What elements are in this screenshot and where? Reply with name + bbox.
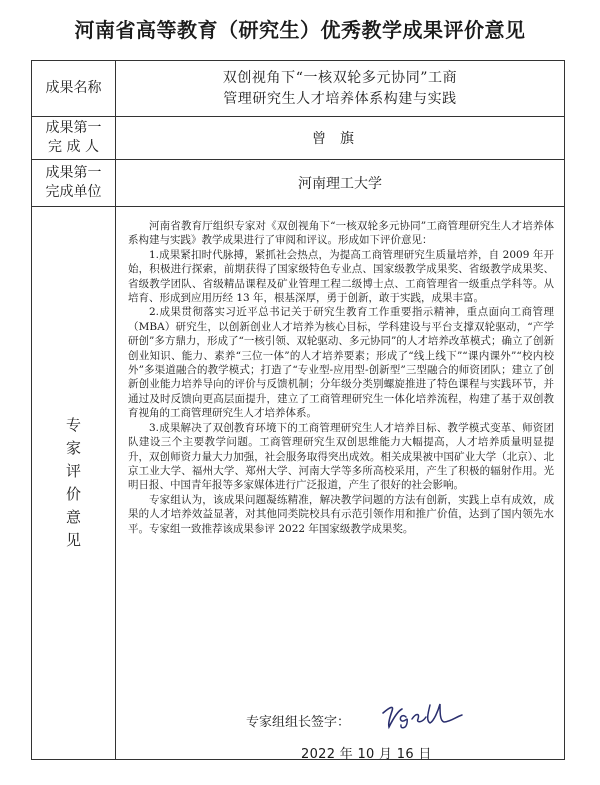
opinion-paragraph-intro: 河南省教育厅组织专家对《双创视角下“一核双轮多元协同”工商管理研究生人才培养体系构建与实践》教学成果进行了审阅和评议。形成如下评价意见： <box>128 220 554 247</box>
achievement-name-line-1: 双创视角下“一核双轮多元协同”工商 <box>222 69 458 86</box>
opinion-paragraph-2: 2.成果贯彻落实习近平总书记关于研究生教育工作重要指示精神，重点面向工商管理（MBA）研究生，以创新创业人才培养为核心目标，学科建设与平台支撑双轮驱动，“产学研创”多方鼎力，形成了“一核引领、双轮驱动、多元协同”的人才培养改革模式；确立了创新创业知识、能力、素养“三位一体”的人才培养要素；形成了“线上线下”“课内课外”“校内校外”多渠道融合的教学模式；打造了“专业型-应用型-创新型”三型融合的师资团队；建立了创新创业能力培养导向的评价与反馈机制；分年级分类别螺旋推进了特色课程与实践环节，并通过及时反馈向更高层面提升，建立了工商管理研究生一体化培养流程，构建了基于双创教育视角的工商管理研究生人才培养体系。 <box>128 306 554 420</box>
first-person-label-line-2: 完 成 人 <box>48 139 99 155</box>
evaluation-form <box>31 60 565 760</box>
achievement-name-value <box>116 61 565 117</box>
first-unit-label-line-1: 成果第一 <box>45 165 102 181</box>
first-unit-row <box>32 160 565 207</box>
achievement-name-line-2: 管理研究生人才培养体系构建与实践 <box>223 90 457 107</box>
first-person-row <box>32 117 565 160</box>
expert-opinion-label <box>32 207 116 760</box>
expert-opinion-cell <box>116 207 565 760</box>
expert-opinion-text <box>116 207 564 536</box>
opinion-label-char: 专 <box>65 416 81 434</box>
opinion-label-char: 家 <box>65 439 81 457</box>
achievement-name-row <box>32 61 565 117</box>
handwritten-signature <box>380 701 466 731</box>
first-unit-label <box>32 160 116 207</box>
first-person-label-line-1: 成果第一 <box>45 120 102 136</box>
expert-opinion-row <box>32 207 565 760</box>
opinion-label-char: 评 <box>65 462 81 480</box>
signature-label: 专家组组长签字： <box>246 715 351 730</box>
achievement-name-label: 成果名称 <box>32 61 116 117</box>
first-unit-label-line-2: 完成单位 <box>45 184 102 200</box>
opinion-label-char: 价 <box>65 485 81 503</box>
first-unit-value: 河南理工大学 <box>116 160 565 207</box>
opinion-label-char: 见 <box>65 531 81 549</box>
opinion-label-char: 意 <box>65 508 81 526</box>
page-title: 河南省高等教育（研究生）优秀教学成果评价意见 <box>74 18 526 42</box>
first-person-value: 曾旗 <box>116 117 565 160</box>
opinion-paragraph-conclusion: 专家组认为，该成果问题凝练精准，解决教学问题的方法有创新，实践上卓有成效，成果的人才培养效益显著，对其他同类院校具有示范引领作用和推广价值，达到了国内领先水平。专家组一致推荐该成果参评 2022 年国家级教学成果奖。 <box>128 493 554 535</box>
first-person-label <box>32 117 116 160</box>
signature-date: 2022 年 10 月 16 日 <box>301 747 432 762</box>
opinion-paragraph-1: 1.成果紧扣时代脉搏，紧抓社会热点，为提高工商管理研究生质量培养，自 2009 年开始，积极进行探索，前期获得了国家级特色专业点、国家级教学成果奖、省级教学成果奖、省级教学团队、省级精品课程及矿业管理工程二级博士点、工商管理省一级重点学科等。从培育、形成到应用历经 13 年，根基深厚，勇于创新，敢于实践，成果丰富。 <box>128 248 554 305</box>
opinion-paragraph-3: 3.成果解决了双创教育环境下的工商管理研究生人才培养目标、教学模式变革、师资团队建设三个主要教学问题。工商管理研究生双创思维能力大幅提高，人才培养质量明显提升，双创师资力量大力加强，社会服务取得突出成效。相关成果被中国矿业大学（北京）、北京工业大学、福州大学、郑州大学、河南大学等多所高校采用，产生了积极的辐射作用。光明日报、中国青年报等多家媒体进行广泛报道，产生了很好的社会影响。 <box>128 421 554 492</box>
